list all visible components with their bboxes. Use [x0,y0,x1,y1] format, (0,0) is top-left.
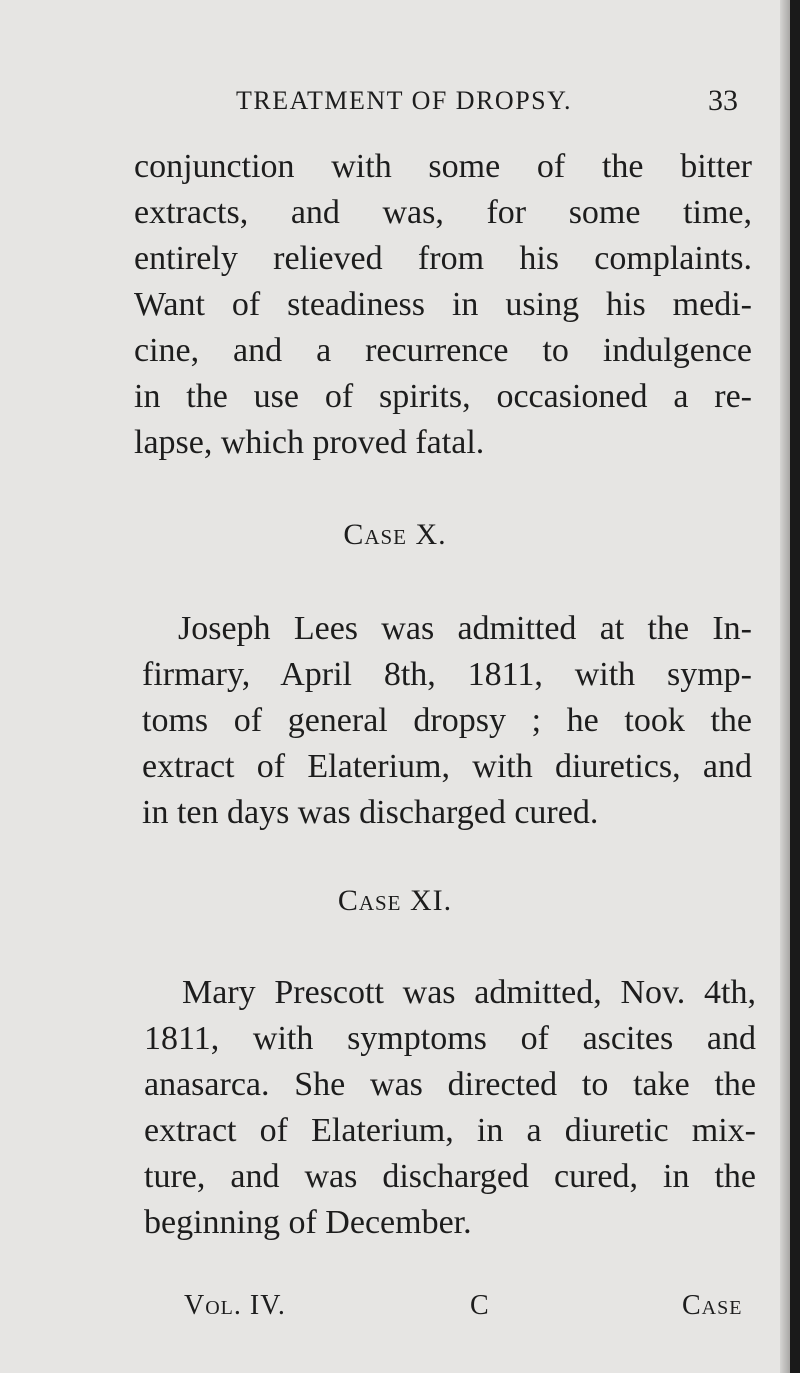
text-line: Want of steadiness in using his medi- [134,286,752,323]
text-line: 1811, with symptoms of ascites and [144,1020,756,1057]
text-line: cine, and a recurrence to indulgence [134,332,752,369]
running-head: TREATMENT OF DROPSY. [236,86,573,115]
case-xi-heading: Case XI. [337,884,453,917]
catchword: Case [682,1290,743,1321]
text-line: in the use of spirits, occasioned a re- [134,378,752,415]
text-line: in ten days was discharged cured. [142,794,599,831]
page-edge-shadow [780,0,790,1373]
signature-mark: C [470,1290,489,1321]
text-line: beginning of December. [144,1204,472,1241]
text-line: ture, and was discharged cured, in the [144,1158,756,1195]
page-number: 33 [708,84,738,117]
text-line: lapse, which proved fatal. [134,424,485,461]
text-line: extracts, and was, for some time, [134,194,752,231]
text-line: Joseph Lees was admitted at the In- [178,610,752,647]
text-line: extract of Elaterium, with diuretics, and [142,748,752,785]
text-line: anasarca. She was directed to take the [144,1066,756,1103]
text-line: conjunction with some of the bitter [134,148,752,185]
volume-footer: Vol. IV. [184,1290,286,1321]
text-line: firmary, April 8th, 1811, with symp- [142,656,752,693]
case-x-heading: Case X. [343,518,447,551]
text-line: Mary Prescott was admitted, Nov. 4th, [182,974,756,1011]
text-line: entirely relieved from his complaints. [134,240,752,277]
text-line: extract of Elaterium, in a diuretic mix- [144,1112,756,1149]
text-line: toms of general dropsy ; he took the [142,702,752,739]
